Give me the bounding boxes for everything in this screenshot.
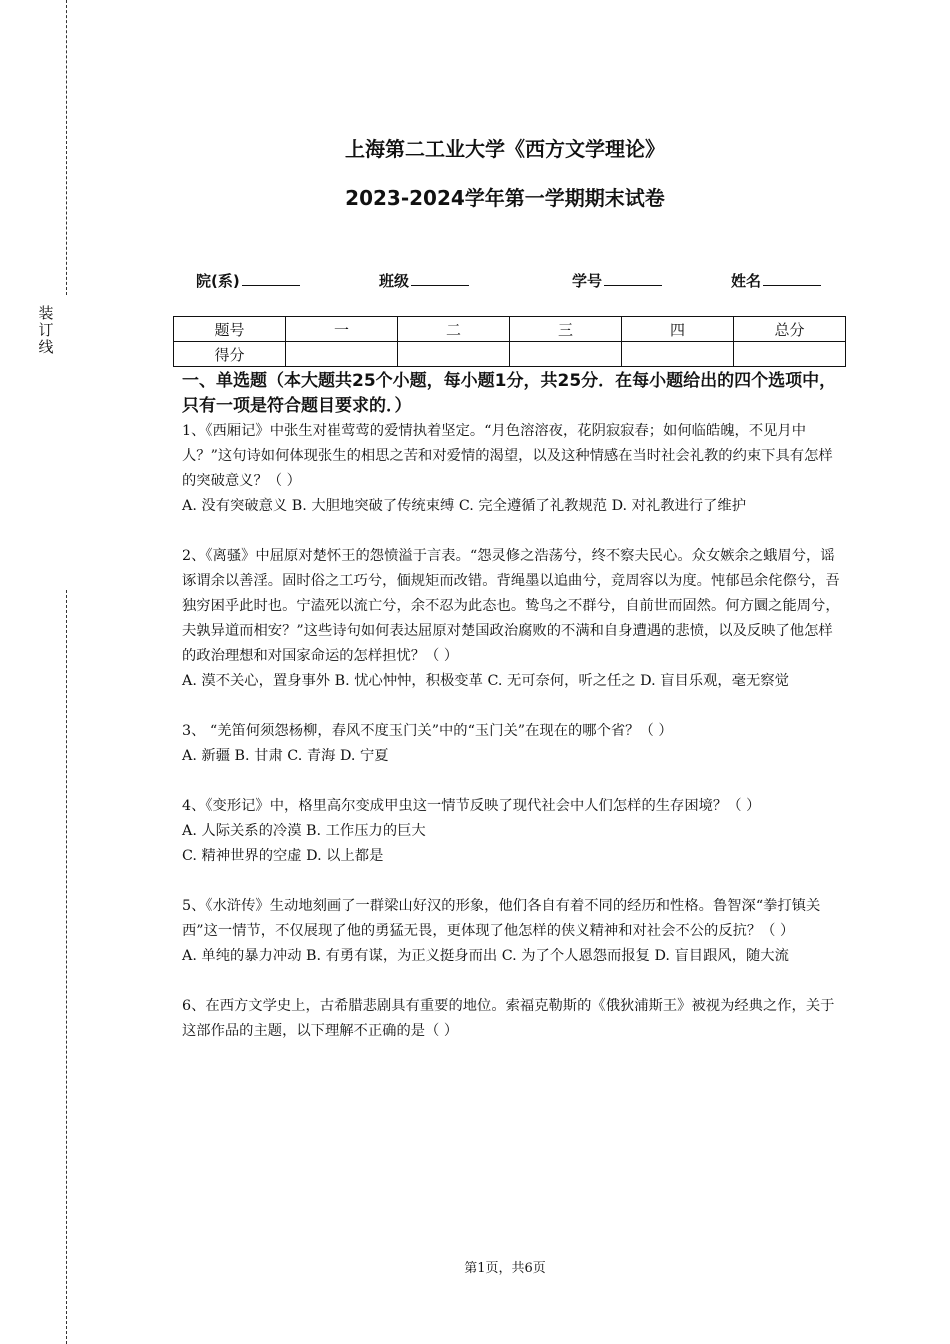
dept-blank[interactable] [242,271,300,286]
student-id-label: 学号 [572,272,603,290]
score-cell-part3: 三 [510,317,622,342]
question-item [182,544,840,694]
class-field [379,270,469,291]
exam-subtitle: 2023-2024学年第一学期期末试卷 [345,186,665,210]
score-table-header-row [174,317,846,342]
binding-label [37,305,55,356]
binding-line-bottom [66,590,67,1344]
score-input-part3[interactable] [510,342,622,367]
question-item [182,419,840,519]
student-id-field [572,270,662,291]
score-cell-part4: 四 [622,317,734,342]
student-id-blank[interactable] [604,271,662,286]
binding-char: 装 [38,304,54,322]
question-options: A. 单纯的暴力冲动 B. 有勇有谋，为正义挺身而出 C. 为了个人恩怨而报复 D. 盲目跟风，随大流 [182,948,789,964]
question-text: 5、《水浒传》生动地刻画了一群梁山好汉的形象，他们各自有着不同的经历和性格。鲁智深“拳打镇关西”这一情节，不仅展现了他的勇猛无畏，更体现了他怎样的侠义精神和对社会不公的反抗？（ ） [182,898,821,939]
question-text: 2、《离骚》中屈原对楚怀王的怨愤溢于言表。“怨灵修之浩荡兮，终不察夫民心。众女嫉余之蛾眉兮，谣诼谓余以善淫。固时俗之工巧兮，偭规矩而改错。背绳墨以追曲兮，竞周容以为度。忳郁邑余侘傺兮，吾独穷困乎此时也。宁溘死以流亡兮，余不忍为此态也。鸷鸟之不群兮，自前世而固然。何方圜之能周兮，夫孰异道而相安？”这些诗句如何表达屈原对楚国政治腐败的不满和自身遭遇的悲愤，以及反映了他怎样的政治理想和对国家命运的怎样担忧？（ ） [182,548,840,664]
question-text: 6、在西方文学史上，古希腊悲剧具有重要的地位。索福克勒斯的《俄狄浦斯王》被视为经典之作，关于这部作品的主题，以下理解不正确的是（ ） [182,998,835,1039]
score-cell-total: 总分 [734,317,846,342]
question-item [182,794,840,869]
question-text: 3、 “羌笛何须怨杨柳，春风不度玉门关”中的“玉门关”在现在的哪个省？（ ） [182,723,673,739]
question-text: 4、《变形记》中，格里高尔变成甲虫这一情节反映了现代社会中人们怎样的生存困境？（ ） [182,798,761,814]
score-cell-part2: 二 [398,317,510,342]
score-table-score-row [174,342,846,367]
question-options: A. 没有突破意义 B. 大胆地突破了传统束缚 C. 完全遵循了礼教规范 D. 对礼教进行了维护 [182,498,746,514]
score-cell-label: 题号 [174,317,286,342]
score-row-label: 得分 [174,342,286,367]
score-input-part1[interactable] [286,342,398,367]
binding-char: 订 [38,321,54,339]
section-heading: 一、单选题（本大题共25个小题，每小题1分，共25分．在每小题给出的四个选项中，只有一项是符合题目要求的．） [182,371,837,416]
class-label: 班级 [379,272,410,290]
score-input-part4[interactable] [622,342,734,367]
exam-title: 上海第二工业大学《西方文学理论》 [345,137,665,161]
dept-label: 院(系) [196,272,240,290]
question-options: A. 新疆 B. 甘肃 C. 青海 D. 宁夏 [182,748,389,764]
binding-char: 线 [38,338,54,356]
name-blank[interactable] [763,271,821,286]
question-options: A. 人际关系的冷漠 B. 工作压力的巨大 [182,823,426,839]
score-input-total[interactable] [734,342,846,367]
question-options: A. 漠不关心，置身事外 B. 忧心忡忡，积极变革 C. 无可奈何，听之任之 D. 盲目乐观，毫无察觉 [182,673,789,689]
score-cell-part1: 一 [286,317,398,342]
class-blank[interactable] [411,271,469,286]
question-item [182,994,840,1044]
question-options: C. 精神世界的空虚 D. 以上都是 [182,848,384,864]
name-label: 姓名 [731,272,762,290]
question-item [182,894,840,969]
name-field [731,270,821,291]
score-input-part2[interactable] [398,342,510,367]
dept-field [196,270,300,291]
question-item [182,719,840,769]
page-number: 第1页，共6页 [464,1261,546,1276]
questions-list [182,419,840,1044]
question-text: 1、《西厢记》中张生对崔莺莺的爱情执着坚定。“月色溶溶夜，花阴寂寂春；如何临皓魄，不见月中人？”这句诗如何体现张生的相思之苦和对爱情的渴望，以及这种情感在当时社会礼教的约束下具有怎样的突破意义？（ ） [182,423,833,489]
score-table [173,316,846,367]
